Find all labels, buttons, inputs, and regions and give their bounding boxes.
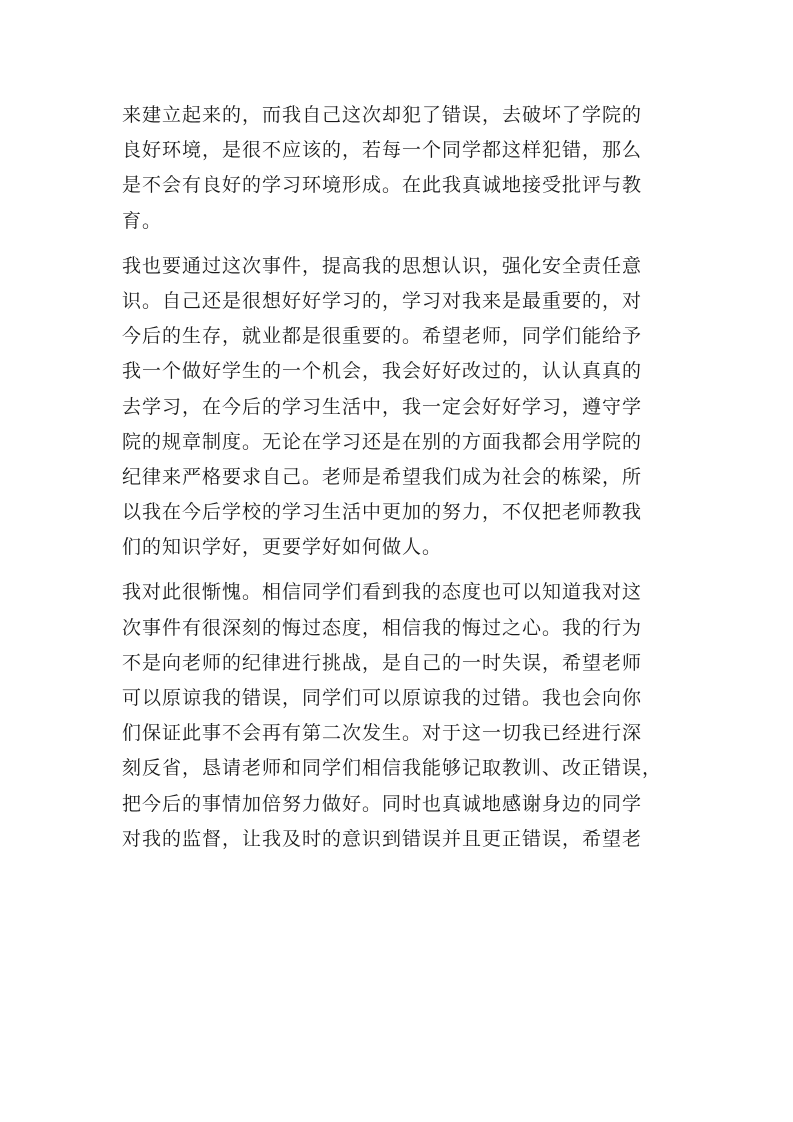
text-line: 识。自己还是很想好好学习的，学习对我来是最重要的，对 (122, 289, 643, 312)
text-line: 今后的生存，就业都是很重要的。希望老师，同学们能给予 (122, 325, 643, 348)
text-line: 院的规章制度。无论在学习还是在别的方面我都会用学院的 (122, 430, 643, 453)
text-line: 去学习，在今后的学习生活中，我一定会好好学习，遵守学 (122, 395, 643, 418)
text-line: 以我在今后学校的学习生活中更加的努力，不仅把老师教我 (122, 501, 643, 524)
text-line: 我也要通过这次事件，提高我的思想认识，强化安全责任意 (122, 254, 643, 277)
text-line: 把今后的事情加倍努力做好。同时也真诚地感谢身边的同学 (122, 792, 643, 815)
text-line: 是不会有良好的学习环境形成。在此我真诚地接受批评与教 (122, 174, 643, 197)
paragraph-3 (122, 575, 674, 857)
text-line: 对我的监督，让我及时的意识到错误并且更正错误，希望老 (122, 827, 643, 850)
text-line: 们的知识学好，更要学好如何做人。 (122, 536, 443, 559)
text-line: 育。 (122, 209, 163, 232)
paragraph-1 (122, 98, 674, 239)
text-line: 不是向老师的纪律进行挑战，是自己的一时失误，希望老师 (122, 651, 643, 674)
text-line: 刻反省，恳请老师和同学们相信我能够记取教训、改正错误， (122, 757, 663, 780)
text-line: 良好环境，是很不应该的，若每一个同学都这样犯错，那么 (122, 139, 643, 162)
document-body (122, 98, 674, 867)
text-line: 次事件有很深刻的悔过态度，相信我的悔过之心。我的行为 (122, 616, 643, 639)
text-line: 们保证此事不会再有第二次发生。对于这一切我已经进行深 (122, 722, 643, 745)
text-line: 我对此很惭愧。相信同学们看到我的态度也可以知道我对这 (122, 581, 643, 604)
paragraph-2 (122, 249, 674, 566)
text-line: 来建立起来的，而我自己这次却犯了错误，去破坏了学院的 (122, 104, 643, 126)
text-line: 可以原谅我的错误，同学们可以原谅我的过错。我也会向你 (122, 687, 643, 709)
text-line: 纪律来严格要求自己。老师是希望我们成为社会的栋梁，所 (122, 465, 643, 488)
text-line: 我一个做好学生的一个机会，我会好好改过的，认认真真的 (122, 360, 643, 383)
